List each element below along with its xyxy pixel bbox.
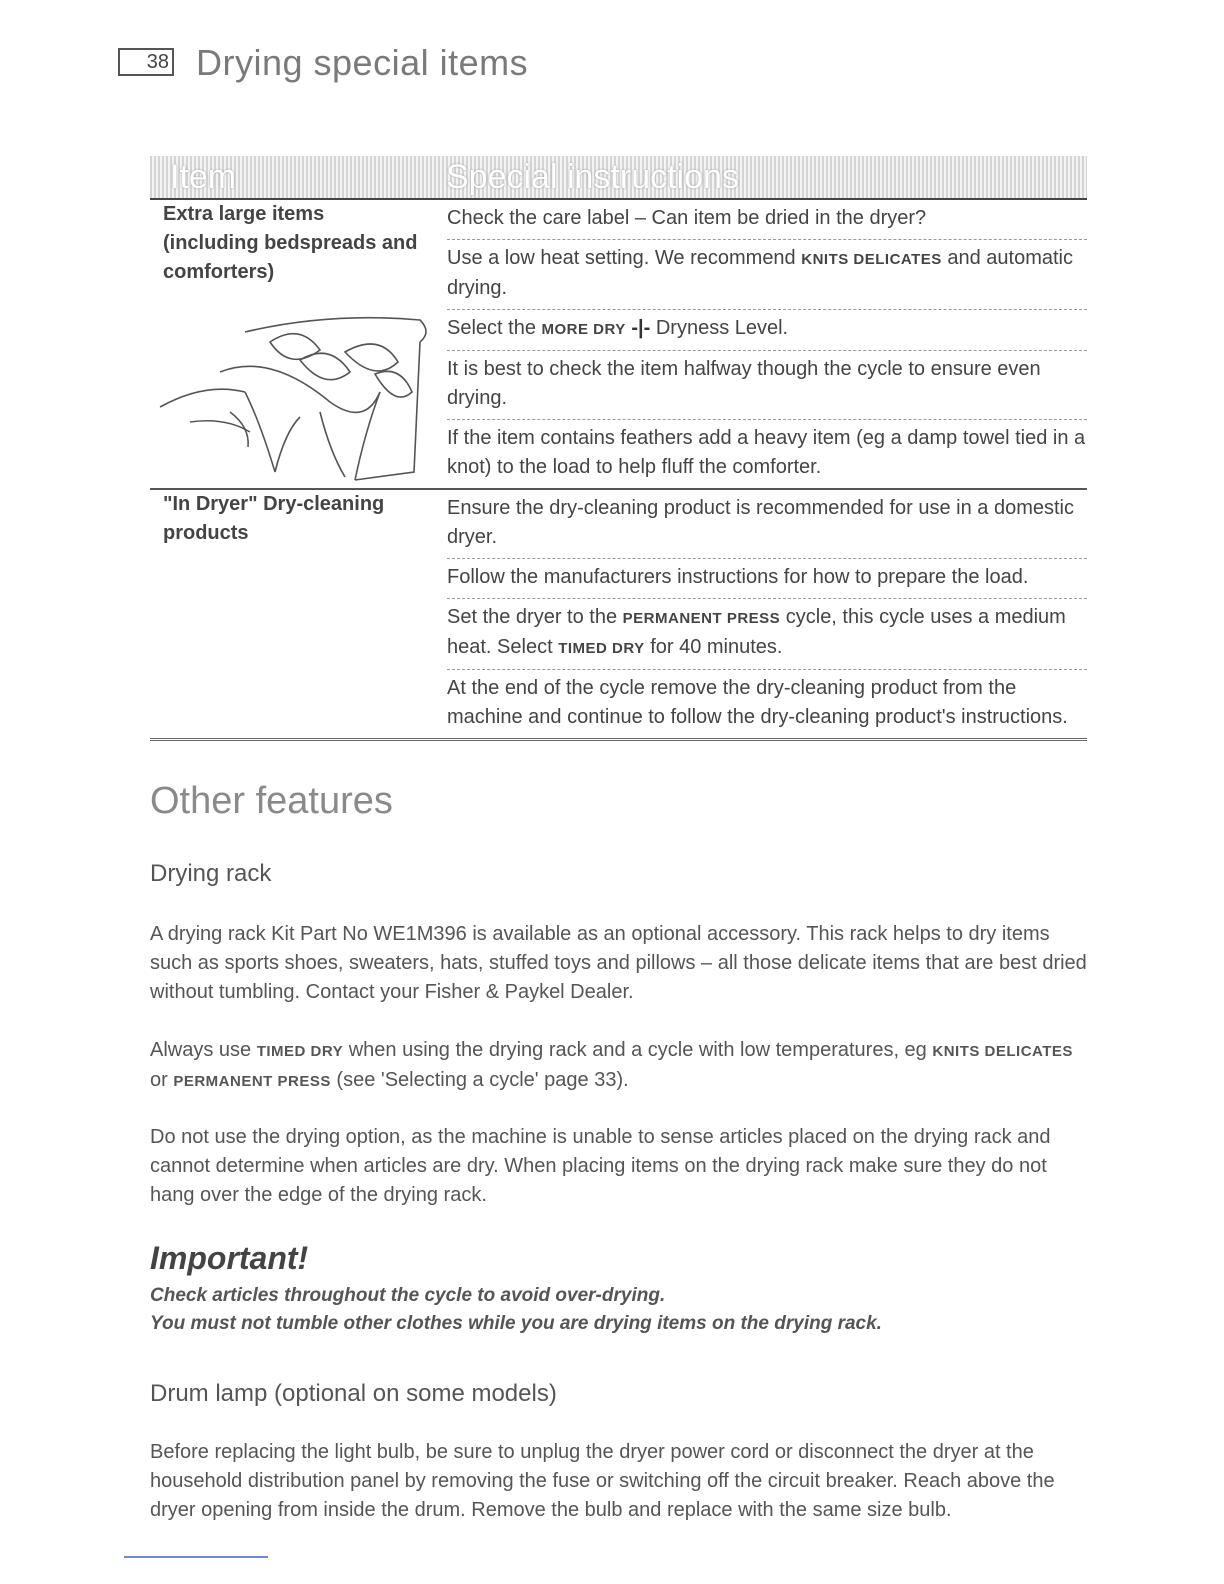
drying-rack-paragraph-3: Do not use the drying option, as the machine is unable to sense articles placed on the drying rack and cannot determine when articles are dry. When placing items on the drying rack make sure they do not hang over the edge of the drying rack. (150, 1126, 1051, 1206)
keyword-knits-delicates: KNITS DELICATES (801, 251, 942, 268)
page-number: 38 (118, 48, 174, 76)
important-line-1: Check articles throughout the cycle to avoid over-drying. (150, 1285, 666, 1306)
instruction-row: Set the dryer to the PERMANENT PRESS cycle, this cycle uses a medium heat. Select TIMED DRY for 40 minutes. (447, 599, 1087, 670)
drum-lamp-paragraph: Before replacing the light bulb, be sure to unplug the dryer power cord or disconnect the dryer at the household distribution panel by removing the fuse or switching off the circuit breaker. Reach above the dryer opening from inside the drum. Remove the bulb and replace with the same size bulb. (150, 1441, 1055, 1521)
instruction-row: It is best to check the item halfway though the cycle to ensure even drying. (447, 351, 1087, 420)
keyword-knits-delicates: KNITS DELICATES (932, 1043, 1073, 1060)
drying-rack-heading: Drying rack (150, 860, 272, 887)
drum-lamp-heading: Drum lamp (optional on some models) (150, 1380, 557, 1407)
keyword-permanent-press: PERMANENT PRESS (173, 1073, 331, 1090)
keyword-timed-dry: TIMED DRY (256, 1043, 344, 1060)
instruction-row: Follow the manufacturers instructions for how to prepare the load. (447, 559, 1087, 599)
keyword-timed-dry: TIMED DRY (558, 640, 645, 657)
bed-comforter-illustration (150, 312, 430, 482)
footer-rule (124, 1556, 268, 1558)
instruction-row: Check the care label – Can item be dried in the dryer? (447, 200, 1087, 240)
drying-rack-paragraph-2: Always use TIMED DRY when using the drying rack and a cycle with low temperatures, eg KNITS DELICATES or PERMANENT PRESS (see 'Selecting a cycle' page 33). (150, 1039, 1073, 1091)
important-title: Important! (150, 1240, 309, 1276)
instruction-row: Ensure the dry-cleaning product is recommended for use in a domestic dryer. (447, 490, 1087, 559)
keyword-permanent-press: PERMANENT PRESS (622, 610, 781, 627)
keyword-more-dry: MORE DRY (541, 321, 626, 338)
other-features-title: Other features (150, 780, 393, 822)
more-dry-icon: -|- (631, 317, 651, 339)
item-label: "In Dryer" Dry-cleaning products (163, 493, 385, 544)
drying-rack-paragraph-1: A drying rack Kit Part No WE1M396 is available as an optional accessory. This rack helps to dry items such as sports shoes, sweaters, hats, stuffed toys and pillows – all those delicate items that are best dried without tumbling. Contact your Fisher & Paykel Dealer. (150, 923, 1087, 1003)
instruction-row: Select the MORE DRY -|- Dryness Level. (447, 310, 1087, 351)
column-header-instructions: Special instructions (446, 158, 739, 196)
page-title: Drying special items (196, 42, 529, 83)
column-header-item: Item (170, 158, 237, 196)
table-group-dry-cleaning (150, 490, 1087, 741)
special-items-table (150, 156, 1087, 741)
item-label: Extra large items (including bedspreads and comforters) (163, 203, 418, 283)
instruction-row: At the end of the cycle remove the dry-cleaning product from the machine and continue to follow the dry-cleaning product's instructions. (447, 677, 1068, 728)
instruction-row: Use a low heat setting. We recommend KNITS DELICATES and automatic drying. (447, 240, 1087, 310)
instruction-row: If the item contains feathers add a heavy item (eg a damp towel tied in a knot) to the load to help fluff the comforter. (447, 427, 1086, 478)
table-header (150, 156, 1087, 200)
important-line-2: You must not tumble other clothes while you are drying items on the drying rack. (150, 1313, 882, 1334)
table-group-extra-large (150, 200, 1087, 490)
